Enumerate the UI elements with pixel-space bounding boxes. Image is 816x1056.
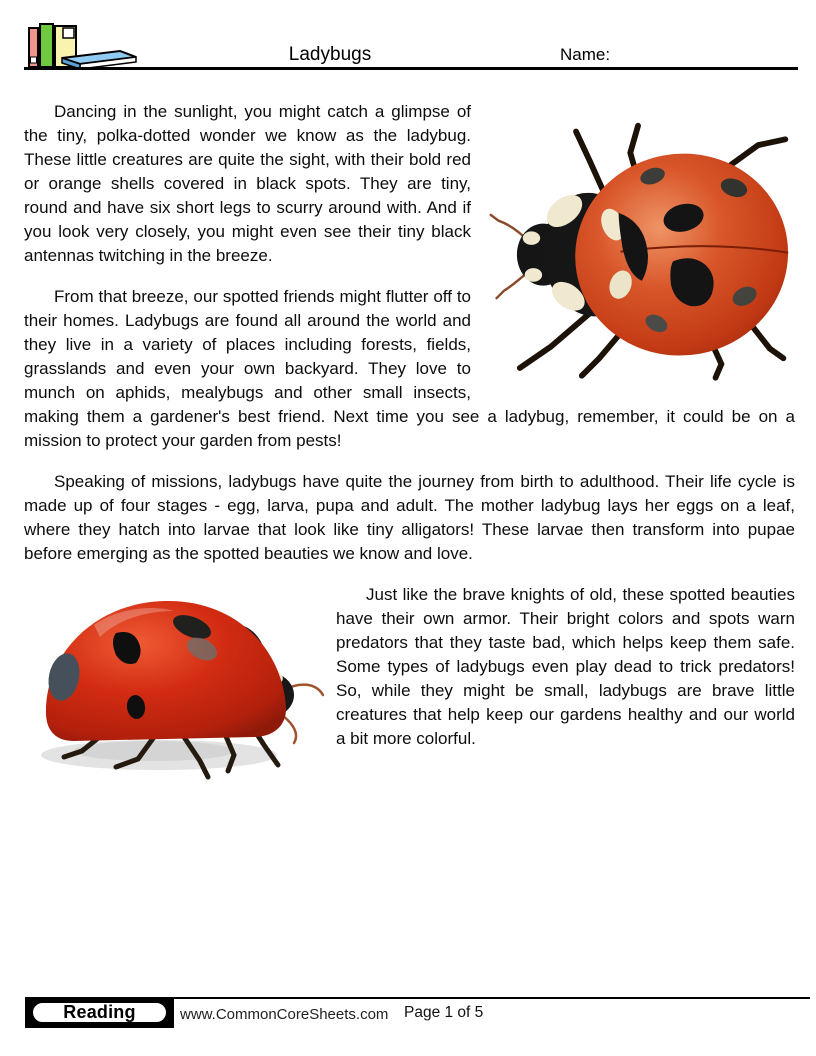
header <box>0 0 816 72</box>
name-label: Name: <box>560 45 611 64</box>
page-number: Page 1 of 5 <box>404 1004 484 1021</box>
footer <box>0 997 816 1056</box>
paragraph-1: Dancing in the sunlight, you might catch a glimpse of the tiny, polka-dotted wonder we know as the ladybug. These little creatures are quite the sight, with their bold red or orange shells covered in black spots. They are tiny, round and have six short legs to scurry around with. And if you look very closely, you might even see their tiny black antennas twitching in the breeze. <box>24 102 471 265</box>
paragraph-3: Speaking of missions, ladybugs have quite the journey from birth to adulthood. Their life cycle is made up of four stages - egg, larva, pupa and adult. The mother ladybug lays her eggs on a leaf, where they hatch into larvae that look like tiny alligators! These larvae then transform into pupae before emerging as the spotted beauties we know and love. <box>24 472 795 563</box>
books-logo-icon <box>24 12 142 70</box>
ladybug-side-view-image <box>24 585 324 785</box>
page-title: Ladybugs <box>288 44 372 65</box>
header-rule <box>24 67 798 70</box>
badge-label: Reading <box>30 1000 169 1025</box>
ladybug-side-view-graphic <box>24 585 324 785</box>
website-link[interactable]: www.CommonCoreSheets.com <box>180 1006 389 1023</box>
paragraph-4: Just like the brave knights of old, these spotted beauties have their own armor. Their bright colors and spots warn predators that they taste bad, which helps keep them safe. Some types of ladybugs even play dead to trick predators! So, while they might be small, ladybugs are brave little creatures that help keep our gardens healthy and our world a bit more colorful. <box>336 585 795 748</box>
worksheet-type-badge <box>25 997 174 1028</box>
green-book <box>40 24 53 67</box>
paragraph-2: From that breeze, our spotted friends might flutter off to their homes. Ladybugs are found all around the world and they live in a variety of places including forests, fields, grasslands and even your own backyard. They love to munch on aphids, mealybugs and other small insects, making them a gardener's best friend. Next time you see a ladybug, remember, it could be on a mission to protect your garden from pests! <box>24 287 795 450</box>
ladybug-shell <box>46 601 286 741</box>
ladybug-top-view-image <box>483 100 795 384</box>
article <box>24 100 795 791</box>
ladybug-top-view-graphic <box>483 100 795 384</box>
